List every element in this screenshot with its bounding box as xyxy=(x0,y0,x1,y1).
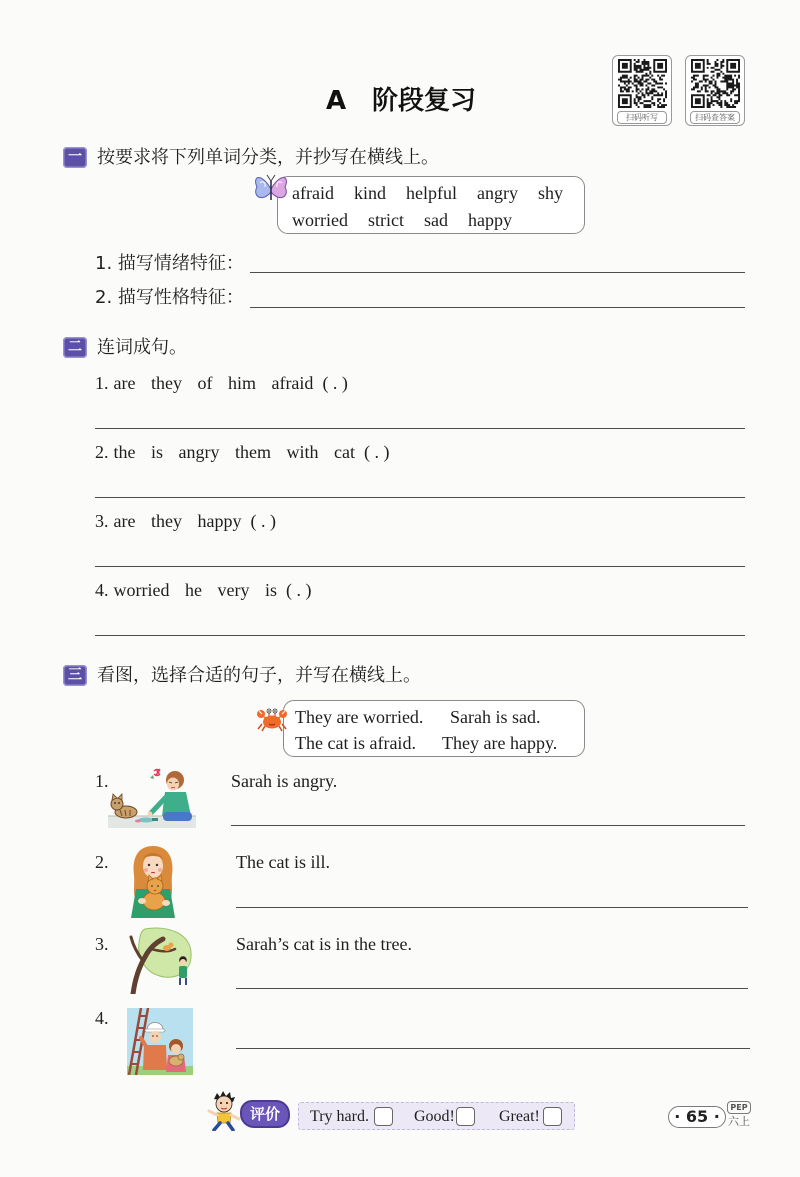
category-label-emotion: 1. 描写情绪特征： xyxy=(95,253,244,274)
unit-letter: A xyxy=(326,86,347,116)
punctuation-hint: ( . ) xyxy=(250,511,276,531)
rating-label-good: Good! xyxy=(414,1108,455,1125)
punctuation-hint: ( . ) xyxy=(285,580,312,600)
qr-modules xyxy=(691,59,740,108)
scrambled-words: are they of him afraid xyxy=(113,373,314,393)
picture-caption: Sarah’s cat is in the tree. xyxy=(236,934,412,954)
answer-line[interactable] xyxy=(250,272,745,273)
reorder-item xyxy=(95,579,311,601)
answer-line[interactable] xyxy=(236,1048,750,1049)
item-number: 4. xyxy=(95,1008,109,1028)
series-code: PEP xyxy=(727,1101,751,1114)
item-number: 4. xyxy=(95,580,109,600)
crab-icon xyxy=(256,706,288,732)
section-1-instruction: 按要求将下列单词分类，并抄写在横线上。 xyxy=(97,147,439,168)
qr-label-answers: 扫码查答案 xyxy=(690,111,740,124)
reorder-item xyxy=(95,372,348,394)
answer-line[interactable] xyxy=(231,825,745,826)
answer-line[interactable] xyxy=(236,907,748,908)
punctuation-hint: ( . ) xyxy=(322,373,348,393)
word-item: happy xyxy=(467,210,512,230)
illustration-item-1 xyxy=(108,766,196,828)
answer-line[interactable] xyxy=(236,988,748,989)
sentence-option: They are happy. xyxy=(442,733,558,753)
word-item: afraid xyxy=(292,183,334,203)
word-item: helpful xyxy=(405,183,457,203)
word-item: strict xyxy=(367,210,404,230)
page-number: · 65 · xyxy=(668,1106,726,1128)
word-bank-row-1 xyxy=(292,182,563,204)
word-item: sad xyxy=(423,210,448,230)
sentence-option: The cat is afraid. xyxy=(295,733,416,753)
punctuation-hint: ( . ) xyxy=(363,442,390,462)
sentence-option: They are worried. xyxy=(295,707,424,727)
sentence-bank xyxy=(283,700,585,757)
word-bank xyxy=(277,176,585,234)
illustration-item-4 xyxy=(127,1008,193,1075)
item-number: 2. xyxy=(95,852,109,872)
qr-label-dictation: 扫码听写 xyxy=(617,111,667,124)
section-2-badge: 二 xyxy=(63,337,87,358)
butterfly-icon xyxy=(251,171,291,208)
section-1-badge: 一 xyxy=(63,147,87,168)
qr-code-icon xyxy=(691,59,740,108)
qr-code-icon xyxy=(618,59,667,108)
grade-label: 六上 xyxy=(728,1115,750,1128)
qr-code-dictation xyxy=(612,55,672,126)
section-3-badge: 三 xyxy=(63,665,87,686)
item-number: 3. xyxy=(95,511,109,531)
evaluation-badge: 评价 xyxy=(240,1100,290,1128)
qr-code-answers xyxy=(685,55,745,126)
answer-line[interactable] xyxy=(95,497,745,498)
qr-modules xyxy=(618,59,667,108)
self-rating-box xyxy=(298,1102,575,1130)
mascot-icon xyxy=(204,1091,242,1131)
answer-line[interactable] xyxy=(95,428,745,429)
scrambled-words: are they happy xyxy=(113,511,242,531)
rating-label-try-hard: Try hard. xyxy=(310,1108,369,1125)
item-number: 2. xyxy=(95,442,109,462)
page-title: 阶段复习 xyxy=(372,86,477,116)
word-item: kind xyxy=(353,183,386,203)
category-label-personality: 2. 描写性格特征： xyxy=(95,287,244,308)
answer-line[interactable] xyxy=(95,635,745,636)
section-2-instruction: 连词成句。 xyxy=(97,337,187,358)
rating-checkbox-great[interactable] xyxy=(543,1107,562,1126)
item-number: 1. xyxy=(95,771,109,791)
rating-checkbox-good[interactable] xyxy=(456,1107,475,1126)
word-item: angry xyxy=(476,183,518,203)
word-item: shy xyxy=(537,183,563,203)
picture-caption: The cat is ill. xyxy=(236,852,330,872)
word-item: worried xyxy=(292,210,348,230)
picture-caption: Sarah is angry. xyxy=(231,771,338,791)
rating-checkbox-try-hard[interactable] xyxy=(374,1107,393,1126)
answer-line[interactable] xyxy=(95,566,745,567)
section-3-instruction: 看图，选择合适的句子，并写在横线上。 xyxy=(97,665,421,686)
scrambled-words: the is angry them with cat xyxy=(113,442,355,462)
item-number: 3. xyxy=(95,934,109,954)
reorder-item xyxy=(95,441,389,463)
scrambled-words: worried he very is xyxy=(113,580,277,600)
illustration-item-2 xyxy=(128,843,178,918)
word-bank-row-2 xyxy=(292,209,512,231)
rating-label-great: Great! xyxy=(499,1108,540,1125)
item-number: 1. xyxy=(95,373,109,393)
answer-line[interactable] xyxy=(250,307,745,308)
reorder-item xyxy=(95,510,276,532)
sentence-option: Sarah is sad. xyxy=(450,707,541,727)
illustration-item-3 xyxy=(127,927,193,994)
